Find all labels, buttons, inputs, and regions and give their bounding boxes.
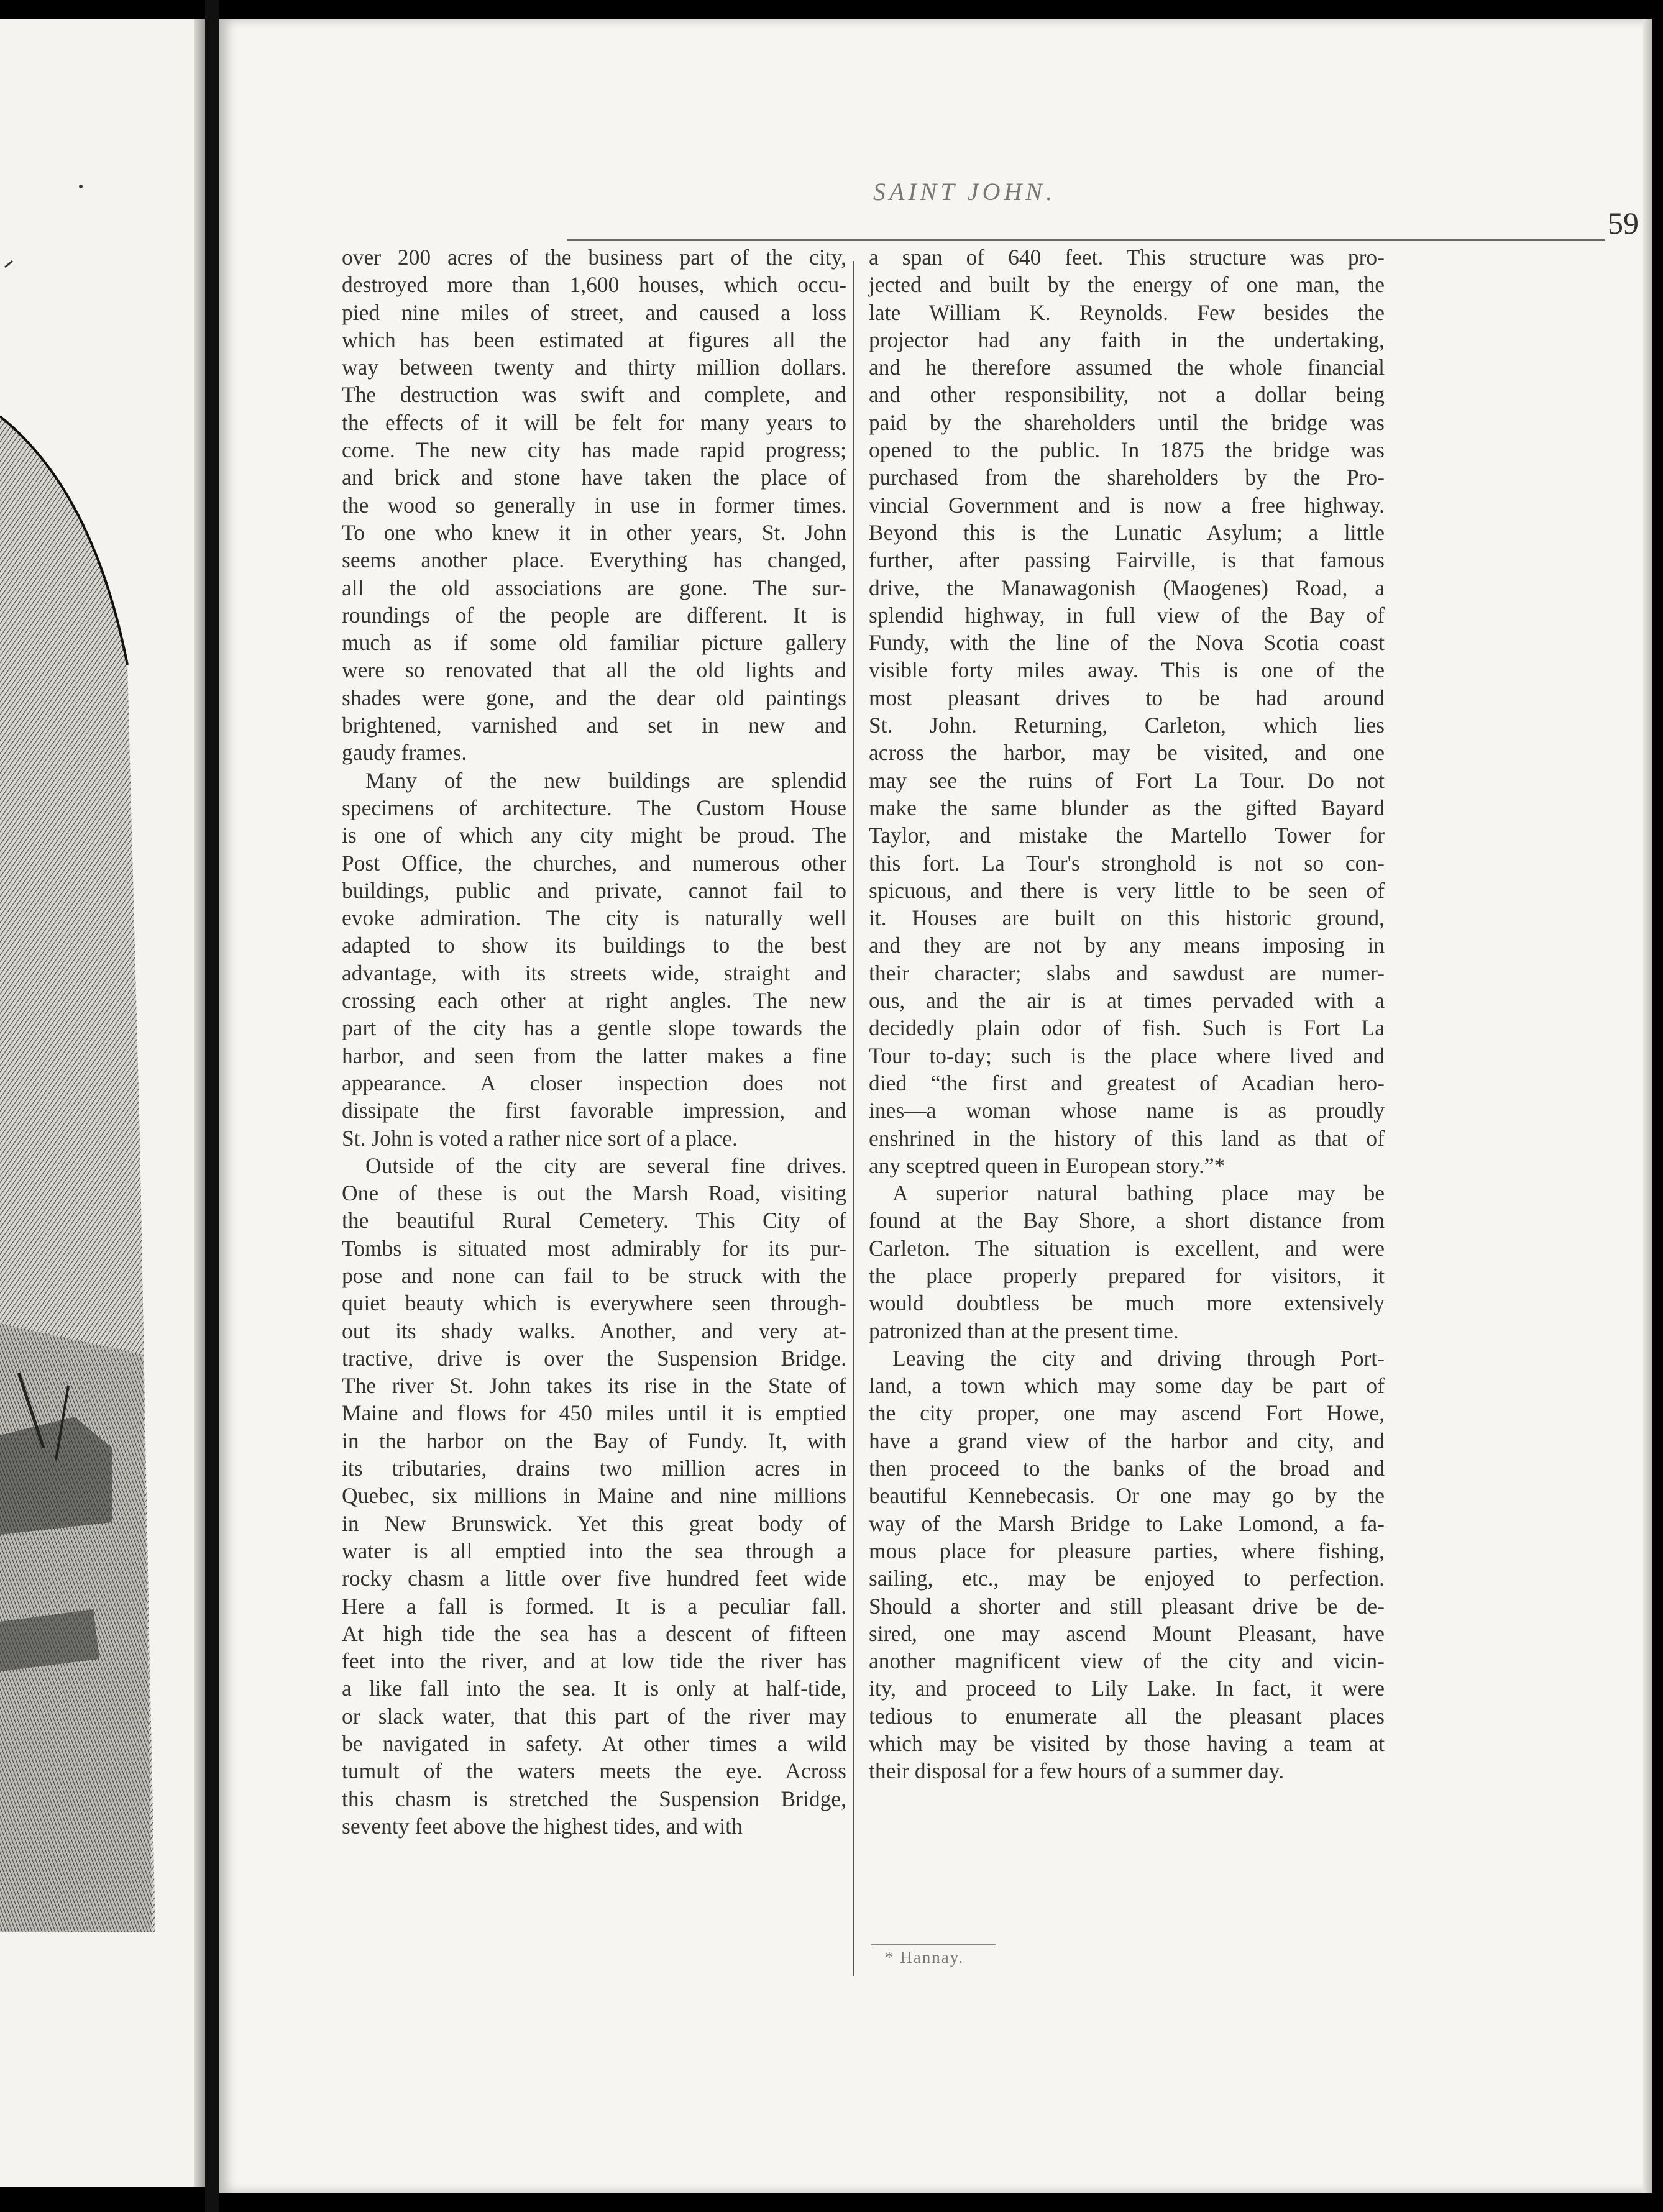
text-line: Fundy, with the line of the Nova Scotia coast bbox=[869, 630, 1385, 656]
text-line: it. Houses are built on this historic ground, bbox=[869, 905, 1385, 931]
text-line: quiet beauty which is everywhere seen through- bbox=[342, 1291, 846, 1316]
text-line: beautiful Kennebecasis. Or one may go by the bbox=[869, 1483, 1385, 1509]
text-line: Post Office, the churches, and numerous other bbox=[342, 850, 846, 875]
text-line: Beyond this is the Lunatic Asylum; a little bbox=[869, 519, 1385, 545]
text-line: sired, one may ascend Mount Pleasant, have bbox=[869, 1620, 1385, 1646]
paragraph bbox=[342, 767, 846, 1152]
text-line: out its shady walks. Another, and very at- bbox=[342, 1318, 846, 1343]
text-line: way between twenty and thirty million dollars. bbox=[342, 355, 846, 380]
text-line: a span of 640 feet. This structure was pro- bbox=[869, 245, 1385, 270]
text-line: gaudy frames. bbox=[342, 740, 467, 766]
text-line: A superior natural bathing place may be bbox=[892, 1181, 1385, 1206]
text-line: decidedly plain odor of fish. Such is Fort La bbox=[869, 1015, 1385, 1041]
text-line: St. John. Returning, Carleton, which lies bbox=[869, 713, 1385, 738]
text-line: At high tide the sea has a descent of fifteen bbox=[342, 1620, 846, 1646]
text-line: Tombs is situated most admirably for its pur- bbox=[342, 1235, 846, 1261]
text-line: then proceed to the banks of the broad and bbox=[869, 1456, 1385, 1481]
text-line: Many of the new buildings are splendid bbox=[365, 767, 846, 793]
text-line: water is all emptied into the sea through a bbox=[342, 1538, 846, 1563]
text-line: rocky chasm a little over five hundred feet wide bbox=[342, 1566, 846, 1591]
text-line: way of the Marsh Bridge to Lake Lomond, a fa- bbox=[869, 1510, 1385, 1536]
text-line: tractive, drive is over the Suspension Bridge. bbox=[342, 1345, 846, 1371]
text-line: part of the city has a gentle slope towards the bbox=[342, 1015, 846, 1041]
text-line: visible forty miles away. This is one of the bbox=[869, 657, 1385, 683]
text-line: spicuous, and there is very little to be seen of bbox=[869, 877, 1385, 903]
text-line: a like fall into the sea. It is only at half-tide, bbox=[342, 1676, 846, 1701]
text-line: may see the ruins of Fort La Tour. Do not bbox=[869, 767, 1385, 793]
text-line: ous, and the air is at times pervaded with a bbox=[869, 988, 1385, 1013]
text-line: in New Brunswick. Yet this great body of bbox=[342, 1510, 846, 1536]
paragraph bbox=[869, 1345, 1385, 1785]
paragraph bbox=[342, 1152, 846, 1840]
text-line: another magnificent view of the city and vicin- bbox=[869, 1648, 1385, 1674]
text-line: this fort. La Tour's stronghold is not so con- bbox=[869, 850, 1385, 875]
paragraph bbox=[869, 244, 1385, 1179]
text-line: further, after passing Fairville, is that famous bbox=[869, 547, 1385, 573]
text-line: the effects of it will be felt for many years to bbox=[342, 409, 846, 435]
text-line: buildings, public and private, cannot fail to bbox=[342, 877, 846, 903]
text-line: this chasm is stretched the Suspension Bridge, bbox=[342, 1786, 846, 1811]
text-line: brightened, varnished and set in new and bbox=[342, 713, 846, 738]
text-line: patronized than at the present time. bbox=[869, 1318, 1179, 1343]
text-line: much as if some old familiar picture gallery bbox=[342, 630, 846, 656]
text-line: make the same blunder as the gifted Bayard bbox=[869, 795, 1385, 820]
text-line: crossing each other at right angles. The new bbox=[342, 988, 846, 1013]
text-line: and brick and stone have taken the place of bbox=[342, 465, 846, 490]
text-line: and he therefore assumed the whole financial bbox=[869, 355, 1385, 380]
text-line: any sceptred queen in European story.”* bbox=[869, 1153, 1225, 1178]
text-line: The destruction was swift and complete, and bbox=[342, 382, 846, 408]
text-line: found at the Bay Shore, a short distance from bbox=[869, 1208, 1385, 1233]
facing-page bbox=[0, 19, 205, 2187]
text-line: destroyed more than 1,600 houses, which occu- bbox=[342, 272, 846, 298]
left-text-column bbox=[342, 244, 846, 1840]
right-text-column bbox=[869, 244, 1385, 1785]
footnote-rule bbox=[871, 1944, 996, 1945]
text-line: sailing, etc., may be enjoyed to perfection. bbox=[869, 1566, 1385, 1591]
running-head: SAINT JOHN. bbox=[873, 178, 1056, 206]
text-line: shades were gone, and the dear old paintings bbox=[342, 685, 846, 710]
engraving-illustration bbox=[0, 19, 195, 2187]
text-line: drive, the Manawagonish (Maogenes) Road, a bbox=[869, 575, 1385, 600]
text-line: Carleton. The situation is excellent, and were bbox=[869, 1235, 1385, 1261]
text-line: mous place for pleasure parties, where fishing, bbox=[869, 1538, 1385, 1563]
text-line: the beautiful Rural Cemetery. This City of bbox=[342, 1208, 846, 1233]
text-line: Tour to-day; such is the place where lived and bbox=[869, 1043, 1385, 1068]
text-line: most pleasant drives to be had around bbox=[869, 685, 1385, 710]
page-edge bbox=[194, 19, 205, 2187]
text-line: dissipate the first favorable impression, and bbox=[342, 1098, 846, 1123]
text-line: be navigated in safety. At other times a wild bbox=[342, 1731, 846, 1757]
text-line: adapted to show its buildings to the best bbox=[342, 933, 846, 958]
text-line: St. John is voted a rather nice sort of a place. bbox=[342, 1125, 738, 1151]
text-line: their disposal for a few hours of a summer day. bbox=[869, 1758, 1285, 1784]
text-line: splendid highway, in full view of the Bay of bbox=[869, 602, 1385, 628]
text-line: jected and built by the energy of one man, the bbox=[869, 272, 1385, 298]
text-line: across the harbor, may be visited, and one bbox=[869, 740, 1385, 766]
page-number: 59 bbox=[1608, 206, 1639, 240]
paragraph bbox=[869, 1179, 1385, 1345]
text-line: the city proper, one may ascend Fort Howe, bbox=[869, 1401, 1385, 1426]
footnote: * Hannay. bbox=[885, 1948, 964, 1967]
text-line: died “the first and greatest of Acadian hero- bbox=[869, 1070, 1385, 1095]
text-line: Taylor, and mistake the Martello Tower for bbox=[869, 823, 1385, 848]
text-line: appearance. A closer inspection does not bbox=[342, 1070, 846, 1095]
text-line: Should a shorter and still pleasant drive be de- bbox=[869, 1593, 1385, 1619]
text-line: advantage, with its streets wide, straight and bbox=[342, 960, 846, 985]
text-line: its tributaries, drains two million acres in bbox=[342, 1456, 846, 1481]
text-line: the place properly prepared for visitors, it bbox=[869, 1263, 1385, 1288]
book-gutter bbox=[205, 0, 219, 2212]
text-line: One of these is out the Marsh Road, visiting bbox=[342, 1181, 846, 1206]
text-line: vincial Government and is now a free highway. bbox=[869, 492, 1385, 518]
book-page bbox=[219, 19, 1652, 2193]
text-line: Quebec, six millions in Maine and nine millions bbox=[342, 1483, 846, 1509]
text-line: opened to the public. In 1875 the bridge was bbox=[869, 437, 1385, 463]
text-line: over 200 acres of the business part of the city, bbox=[342, 245, 846, 270]
text-line: would doubtless be much more extensively bbox=[869, 1291, 1385, 1316]
text-line: Here a fall is formed. It is a peculiar fall. bbox=[342, 1593, 846, 1619]
text-line: seventy feet above the highest tides, and with bbox=[342, 1813, 743, 1839]
text-line: harbor, and seen from the latter makes a fine bbox=[342, 1043, 846, 1068]
text-line: have a grand view of the harbor and city, and bbox=[869, 1428, 1385, 1453]
text-line: the wood so generally in use in former times. bbox=[342, 492, 846, 518]
text-line: tumult of the waters meets the eye. Across bbox=[342, 1758, 846, 1784]
text-line: purchased from the shareholders by the Pro- bbox=[869, 465, 1385, 490]
text-line: seems another place. Everything has changed, bbox=[342, 547, 846, 573]
text-line: late William K. Reynolds. Few besides the bbox=[869, 299, 1385, 325]
text-line: all the old associations are gone. The sur- bbox=[342, 575, 846, 600]
header-rule bbox=[567, 239, 1605, 241]
text-line: were so renovated that all the old lights and bbox=[342, 657, 846, 683]
text-line: ines—a woman whose name is as proudly bbox=[869, 1098, 1385, 1123]
text-line: come. The new city has made rapid progress; bbox=[342, 437, 846, 463]
text-line: evoke admiration. The city is naturally well bbox=[342, 905, 846, 931]
text-line: specimens of architecture. The Custom House bbox=[342, 795, 846, 820]
text-line: To one who knew it in other years, St. John bbox=[342, 519, 846, 545]
text-line: feet into the river, and at low tide the river has bbox=[342, 1648, 846, 1674]
text-line: ity, and proceed to Lily Lake. In fact, it were bbox=[869, 1676, 1385, 1701]
text-line: Outside of the city are several fine drives. bbox=[365, 1153, 846, 1178]
text-line: and other responsibility, not a dollar being bbox=[869, 382, 1385, 408]
text-line: which has been estimated at figures all the bbox=[342, 327, 846, 352]
text-line: roundings of the people are different. It is bbox=[342, 602, 846, 628]
text-line: Leaving the city and driving through Port- bbox=[892, 1345, 1385, 1371]
page-edge bbox=[1643, 19, 1652, 2193]
text-line: The river St. John takes its rise in the State of bbox=[342, 1373, 846, 1399]
text-line: their character; slabs and sawdust are numer- bbox=[869, 960, 1385, 985]
text-line: projector had any faith in the undertaking, bbox=[869, 327, 1385, 352]
paragraph bbox=[342, 244, 846, 767]
text-line: is one of which any city might be proud. The bbox=[342, 823, 846, 848]
text-line: in the harbor on the Bay of Fundy. It, with bbox=[342, 1428, 846, 1453]
text-line: paid by the shareholders until the bridge was bbox=[869, 409, 1385, 435]
text-line: pose and none can fail to be struck with the bbox=[342, 1263, 846, 1288]
text-line: which may be visited by those having a team at bbox=[869, 1731, 1385, 1757]
text-line: land, a town which may some day be part of bbox=[869, 1373, 1385, 1399]
text-line: and they are not by any means imposing in bbox=[869, 933, 1385, 958]
column-divider bbox=[853, 261, 854, 1976]
text-line: or slack water, that this part of the river may bbox=[342, 1703, 846, 1729]
text-line: Maine and flows for 450 miles until it is emptied bbox=[342, 1401, 846, 1426]
text-line: tedious to enumerate all the pleasant places bbox=[869, 1703, 1385, 1729]
text-line: enshrined in the history of this land as that of bbox=[869, 1125, 1385, 1151]
text-line: pied nine miles of street, and caused a loss bbox=[342, 299, 846, 325]
